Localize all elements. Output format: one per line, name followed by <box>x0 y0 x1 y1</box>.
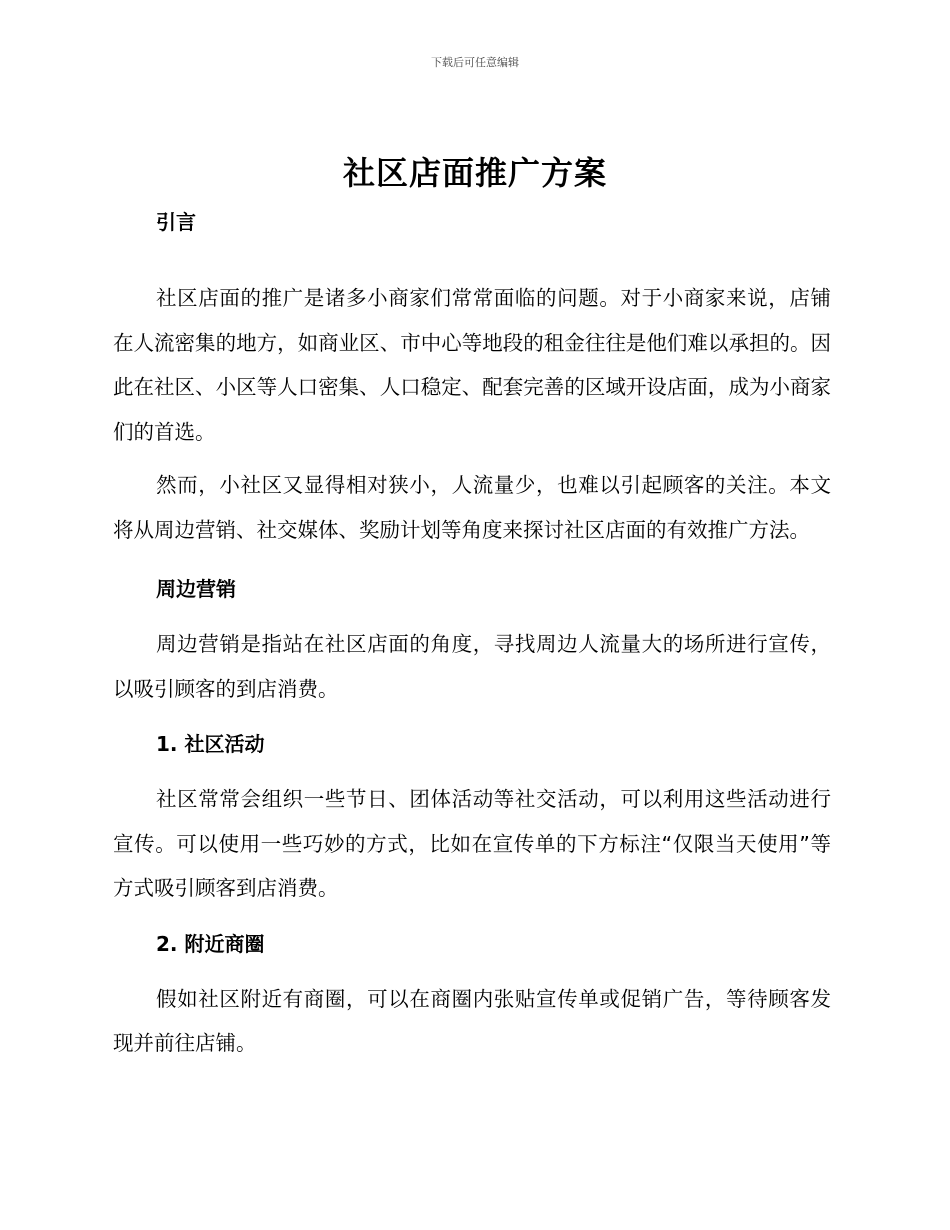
paragraph-intro-1: 社区店面的推广是诸多小商家们常常面临的问题。对于小商家来说，店铺在人流密集的地方，如商业区、市中心等地段的租金往往是他们难以承担的。因此在社区、小区等人口密集、人口稳定、配套完善的区域开设店面，成为小商家们的首选。 <box>113 286 831 444</box>
document-title: 社区店面推广方案 <box>342 154 607 192</box>
paragraph-community-activities: 社区常常会组织一些节日、团体活动等社交活动，可以利用这些活动进行宣传。可以使用一些巧妙的方式，比如在宣传单的下方标注“仅限当天使用”等方式吸引顾客到店消费。 <box>113 787 831 900</box>
document-body <box>113 203 831 1066</box>
section-heading-intro: 引言 <box>156 210 196 234</box>
header-note: 下载后可任意编辑 <box>431 56 519 69</box>
paragraph-nearby-marketing: 周边营销是指站在社区店面的角度，寻找周边人流量大的场所进行宣传，以吸引顾客的到店消费。 <box>113 632 831 701</box>
paragraph-nearby-business: 假如社区附近有商圈，可以在商圈内张贴宣传单或促销广告，等待顾客发现并前往店铺。 <box>113 986 831 1055</box>
subsection-heading-community-activities: 1. 社区活动 <box>156 732 265 756</box>
subsection-heading-nearby-business: 2. 附近商圈 <box>156 931 265 956</box>
section-heading-nearby-marketing: 周边营销 <box>156 577 236 601</box>
paragraph-intro-2: 然而，小社区又显得相对狭小，人流量少，也难以引起顾客的关注。本文将从周边营销、社交媒体、奖励计划等角度来探讨社区店面的有效推广方法。 <box>113 473 831 542</box>
